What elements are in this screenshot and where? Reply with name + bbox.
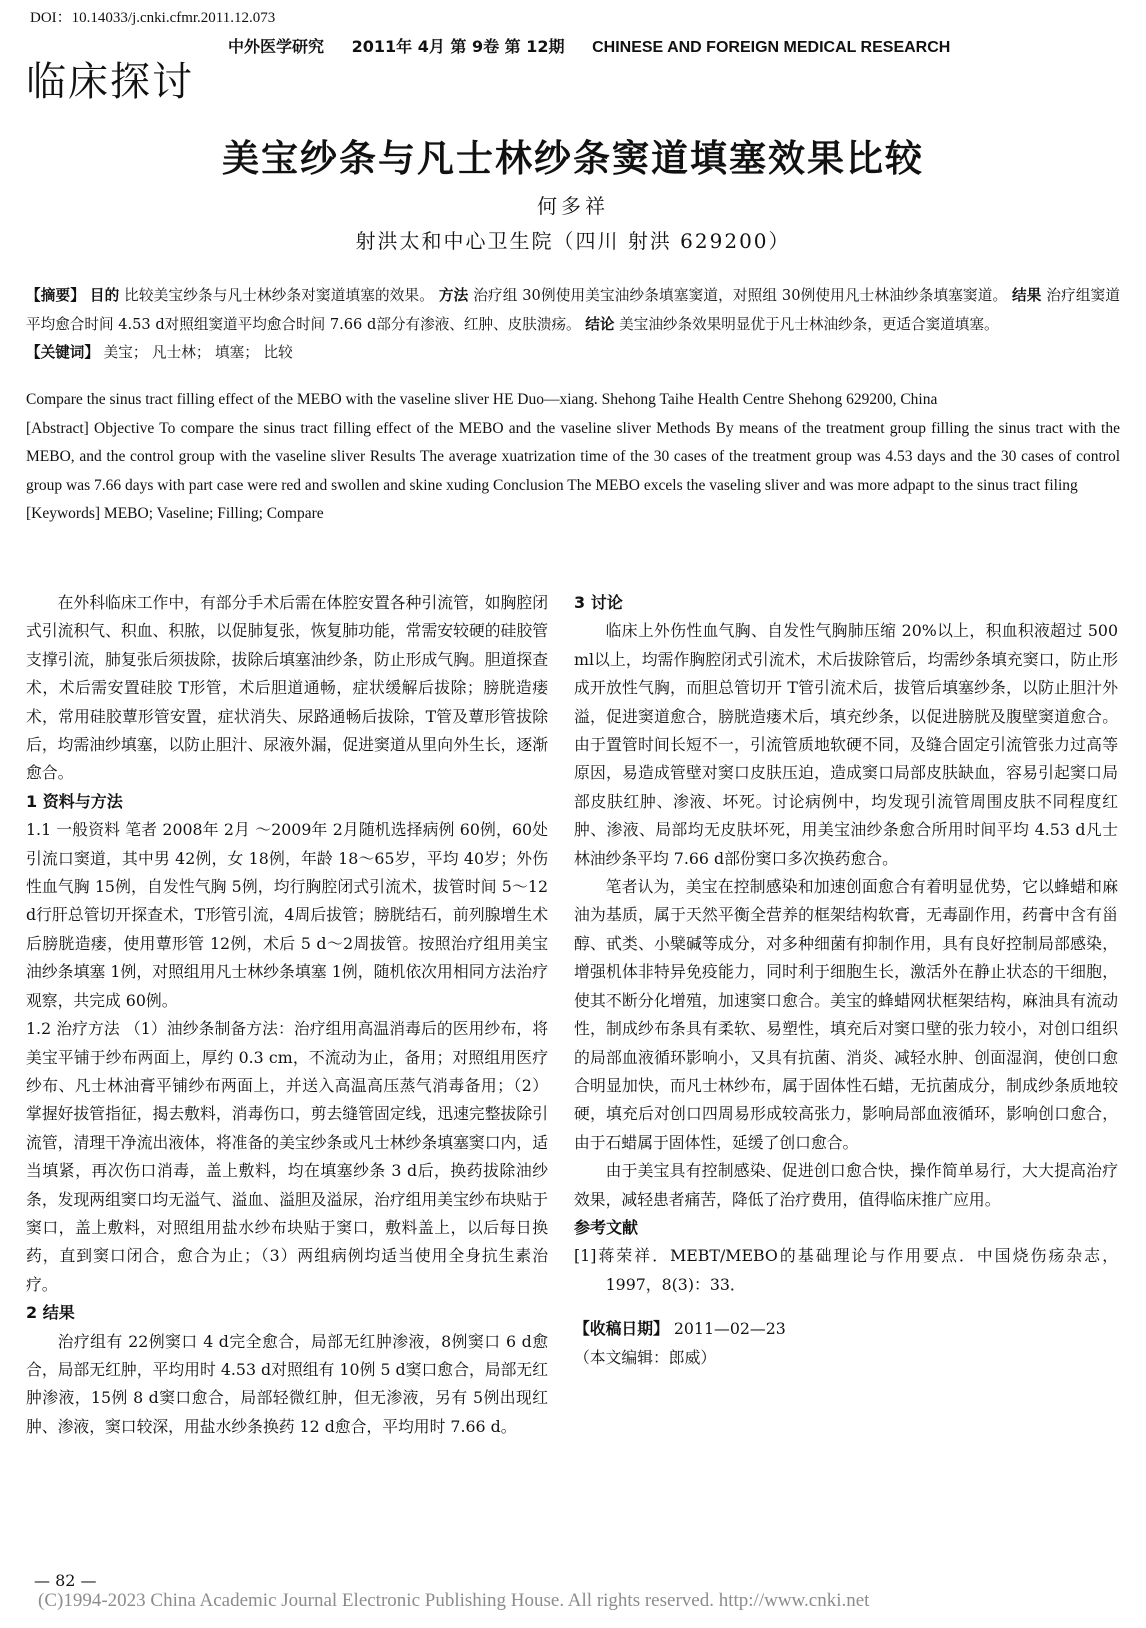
heading-materials-methods: 1 资料与方法	[26, 791, 123, 811]
discussion-paragraph-3: 由于美宝具有控制感染、促进创口愈合快，操作简单易行，大大提高治疗效果，减轻患者痛苦，降低了治疗费用，值得临床推广应用。	[574, 1161, 1118, 1209]
copyright-watermark: (C)1994-2023 China Academic Journal Electronic Publishing House. All rights reserved. http://www.cnki.net	[38, 1590, 870, 1611]
received-date-line	[574, 1315, 1118, 1343]
heading-results: 2 结果	[26, 1303, 75, 1323]
english-title-line: Compare the sinus tract filling effect of the MEBO with the vaseline sliver HE Duo—xiang. Shehong Taihe Health Centre Shehong 629200, China	[26, 391, 938, 408]
editor-line: （本文编辑：郎威）	[574, 1347, 717, 1367]
section-label: 临床探讨	[26, 59, 194, 105]
abstract-body	[26, 282, 1120, 339]
conclusion-label: 结论	[585, 315, 615, 333]
discussion-paragraph-2: 笔者认为，美宝在控制感染和加速创面愈合有着明显优势，它以蜂蜡和麻油为基质，属于天然平衡全营养的框架结构软膏，无毒副作用，药膏中含有甾醇、甙类、小檗碱等成分，对多种细菌有抑制作用，具有良好控制局部感染，增强机体非特异免疫能力，同时利于细胞生长，激活外在静止状态的干细胞，使其不断分化增殖，加速窦口愈合。美宝的蜂蜡网状框架结构，麻油具有流动性，制成纱布条具有柔软、易塑性，填充后对窦口壁的张力较小，对创口组织的局部血液循环影响小，又具有抗菌、消炎、减轻水肿、创面湿润，使创口愈合明显加快，而凡士林纱布，属于固体性石蜡，无抗菌成分，制成纱条质地较硬，填充后对创口四周易形成较高张力，影响局部血液循环，影响创口愈合，由于石蜡属于固体性，延缓了创口愈合。	[574, 877, 1118, 1152]
journal-header	[228, 34, 972, 57]
left-column	[26, 589, 548, 1441]
abstract-chinese	[26, 282, 1120, 368]
intro-paragraph: 在外科临床工作中，有部分手术后需在体腔安置各种引流管，如胸腔闭式引流积气、积血、积脓，以促肺复张，恢复肺功能，常需安较硬的硅胶管支撑引流，肺复张后须拔除，拔除后填塞油纱条，防止形成气胸。胆道探查术，术后需安置硅胶 T形管，术后胆道通畅，症状缓解后拔除；膀胱造瘘术，常用硅胶蕈形管安置，症状消失、尿路通畅后拔除，T管及蕈形管拔除后，均需油纱填塞，以防止胆汁、尿液外漏，促进窦道从里向外生长，逐渐愈合。	[26, 593, 548, 783]
right-column	[574, 589, 1118, 1372]
objective-text: 比较美宝纱条与凡士林纱条对窦道填塞的效果。	[124, 287, 435, 304]
objective-label: 目的	[89, 287, 120, 304]
author: 何多祥	[537, 194, 609, 218]
result-label: 结果	[1012, 287, 1042, 304]
treatment-method-paragraph: 1.2 治疗方法 （1）油纱条制备方法：治疗组用高温消毒后的医用纱布，将美宝平铺于纱布两面上，厚约 0.3 cm，不流动为止，备用；对照组用医疗纱布、凡士林油膏平铺纱布两面上，并送入高温高压蒸气消毒备用；（2）掌握好拔管指征，揭去敷料，消毒伤口，剪去缝管固定线，迅速完整拔除引流管，清理干净流出液体，将准备的美宝纱条或凡士林纱条填塞窦口内，适当填紧，再次伤口消毒，盖上敷料，均在填塞纱条 3 d后，换药拔除油纱条，发现两组窦口均无溢气、溢血、溢胆及溢尿，治疗组用美宝纱布块贴于窦口，盖上敷料，对照组用盐水纱布块贴于窦口，敷料盖上，以后每日换药，直到窦口闭合，愈合为止；（3）两组病例均适当使用全身抗生素治疗。	[26, 1019, 548, 1294]
received-label: 【收稿日期】	[574, 1319, 669, 1339]
general-data-paragraph: 1.1 一般资料 笔者 2008年 2月 ～2009年 2月随机选择病例 60例，60处引流口窦道，其中男 42例，女 18例，年龄 18～65岁，平均 40岁；外伤性血气胸 15例，自发性气胸 5例，均行胸腔闭式引流术，拔管时间 5～12 d行肝总管切开探查术，T形管引流，4周后拔管；膀胱结石，前列腺增生术后膀胱造瘘，使用蕈形管 12例，术后 5 d～2周拔管。按照治疗组用美宝油纱条填塞 1例，对照组用凡士林纱条填塞 1例，随机依次用相同方法治疗观察，共完成 60例。	[26, 820, 548, 1010]
abstract-label: 【摘要】	[26, 287, 86, 304]
article-title: 美宝纱条与凡士林纱条窦道填塞效果比较	[222, 137, 924, 180]
heading-discussion: 3 讨论	[574, 593, 623, 612]
journal-name-en: CHINESE AND FOREIGN MEDICAL RESEARCH	[592, 39, 951, 56]
english-keywords: [Keywords] MEBO; Vaseline; Filling; Compare	[26, 505, 324, 522]
method-label: 方法	[438, 287, 469, 304]
conclusion-text: 美宝油纱条效果明显优于凡士林油纱条，更适合窦道填塞。	[619, 315, 999, 333]
affiliation: 射洪太和中心卫生院（四川 射洪 629200）	[355, 229, 791, 253]
keywords-cn	[26, 339, 1120, 368]
reference-item: [1]蒋荣祥．MEBT/MEBO的基础理论与作用要点．中国烧伤疡杂志，1997，8(3)：33．	[574, 1246, 1118, 1294]
abstract-english	[26, 386, 1120, 529]
references-heading: 参考文献	[574, 1217, 639, 1237]
results-paragraph: 治疗组有 22例窦口 4 d完全愈合，局部无红肿渗液，8例窦口 6 d愈合，局部无红肿，平均用时 4.53 d对照组有 10例 5 d窦口愈合，局部无红肿渗液，15例 8 d窦口愈合，局部轻微红肿，但无渗液，另有 5例出现红肿、渗液，窦口较深，用盐水纱条换药 12 d愈合，平均用时 7.66 d。	[26, 1331, 548, 1436]
discussion-paragraph-1: 临床上外伤性血气胸、自发性气胸肺压缩 20%以上，积血积液超过 500 ml以上，均需作胸腔闭式引流术，术后拔除管后，均需纱条填充窦口，防止形成开放性气胸，而胆总管切开 T管引流术后，拔管后填塞纱条，以防止胆汁外溢，促进窦道愈合，膀胱造瘘术后，填充纱条，以促进膀胱及腹壁窦道愈合。由于置管时间长短不一，引流管质地软硬不同，及缝合固定引流管张力过高等原因，易造成管壁对窦口皮肤压迫，造成窦口局部皮肤缺血，容易引起窦口局部皮肤红肿、渗液、坏死。讨论病例中，均发现引流管周围皮肤不同程度红肿、渗液、局部均无皮肤坏死，用美宝油纱条愈合所用时间平均 4.53 d凡士林油纱条平均 7.66 d部份窦口多次换药愈合。	[574, 621, 1118, 868]
english-abstract-body: [Abstract] Objective To compare the sinus tract filling effect of the MEBO and the vaseline sliver Methods By means of the treatment group filling the sinus tract with the MEBO, and the control group with the vaseline sliver Results The average xuatrization time of the 30 cases of the treatment group was 4.53 days and the 30 cases of control group was 7.66 days with part case were red and swollen and skine xuding Conclusion The MEBO excels the vaseling sliver and was more adpapt to the sinus tract filing	[26, 419, 1120, 494]
page-number: — 82 —	[34, 1571, 97, 1590]
keywords-text: 美宝； 凡士林； 填塞； 比较	[103, 344, 293, 361]
keywords-label: 【关键词】	[26, 344, 99, 361]
doi-line: DOI：10.14033/j.cnki.cfmr.2011.12.073	[30, 10, 276, 26]
received-date: 2011—02—23	[673, 1319, 786, 1339]
journal-name-cn: 中外医学研究	[228, 37, 325, 56]
journal-issue: 2011年 4月 第 9卷 第 12期	[351, 37, 565, 56]
result-text: 治疗组窦道平均愈合时间 4.53 d对照组窦道平均愈合时间 7.66 d部分有渗液、红肿、皮肤溃疡。	[26, 287, 1120, 333]
method-text: 治疗组 30例使用美宝油纱条填塞窦道，对照组 30例使用凡士林油纱条填塞窦道。	[473, 287, 1008, 304]
